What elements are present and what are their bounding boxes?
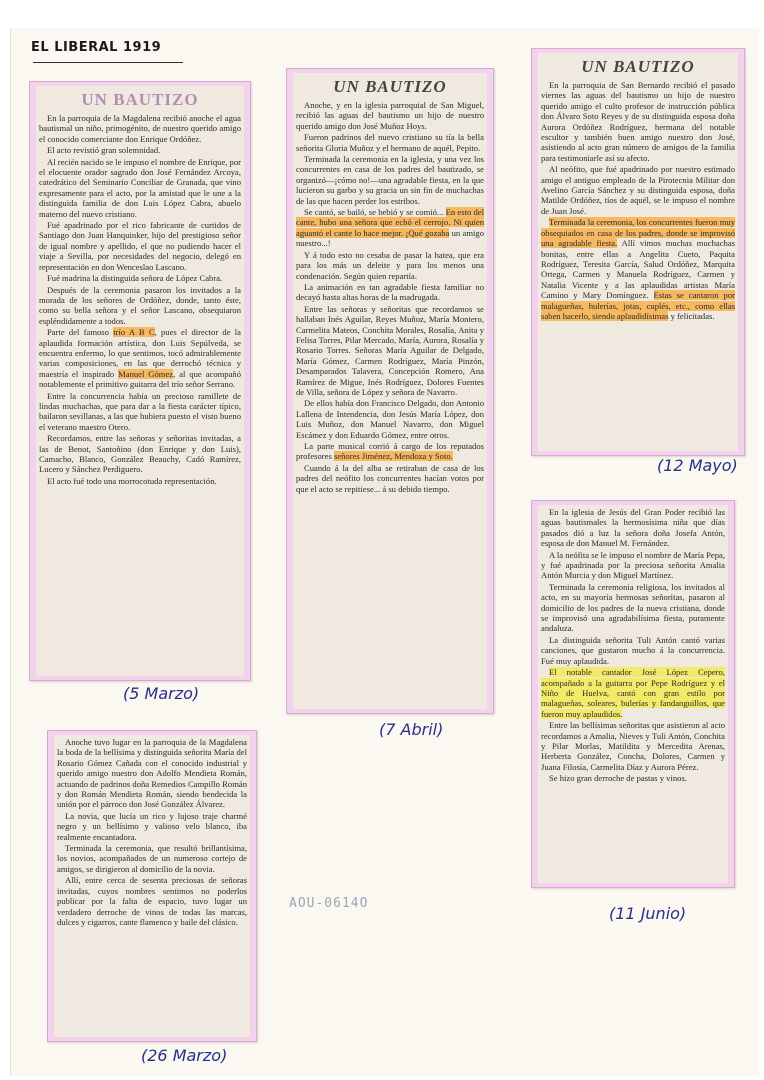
clipping-5-date: (26 Marzo) — [141, 1046, 228, 1065]
clipping-4-body — [538, 505, 728, 883]
highlight-mark: señores Jiménez, Mendoza y Soto. — [333, 451, 453, 462]
clipping-3-date: (12 Mayo) — [657, 456, 738, 475]
clipping-5-text — [57, 737, 247, 927]
paragraph: En la iglesia de Jesús del Gran Poder recibió las aguas bautismales la hermosísima niña que días pasados dió a luz la señora doña Josefa Antón, esposa de don Manuel M. Fernández. — [541, 507, 725, 549]
paragraph: En la parroquia de San Bernardo recibió el pasado viernes las aguas del bautismo un hijo de nuestro querido amigo el culto profesor de instrucción pública don Álvaro Soto Reyes y de su distinguida esposa doña Aurora Ordóñez Rodríguez, hermana del notable escultor y también buen amigo nuestro don José, asistiendo al acto gran número de amigos de la familia para testimoniarle así su afecto. — [541, 80, 735, 163]
scrapbook-page — [10, 28, 759, 1076]
paragraph: Entre las bellísimas señoritas que asistieron al acto recordamos a Amalia, Nieves y Tuli Antón, Conchita y Pilar Morlas, Matildita y Mercedita Arenas, Herberta González, Concha, Dolores, Carmen y Juana Filosía, Carmelita Díaz y Aurora Pérez. — [541, 720, 725, 772]
paragraph: Terminada la ceremonia, los concurrentes fueron muy obsequiados en casa de los padres, donde se improvisó una agradable fiesta. Allí vimos muchas muchachas bonitas, entre ellas a Angelita Cueto, Paquita Rodríguez, Teresita García, Salud Ordóñez, Marquita Ortega, Carmen y Manuela Rodríguez, Carmen y Natalia Vicente y a las aplaudidas artistas María Camino y Mary Domínguez. Estas se cantaron por malagueñas, hulerías, jotas, cuplés, etc., como ellas saben hacerlo, siendo aplaudidísimas y felicitadas. — [541, 217, 735, 321]
paragraph: Al neófito, que fué apadrinado por nuestro estimado amigo el antiguo empleado de la Pirotecnia Militar don Avelino García Sánchez y su distinguida esposa, doña Matilde Ordóñez, tíos de aquél, se le impuso el nombre de Juan José. — [541, 164, 735, 216]
paragraph: Terminada la ceremonia, que resultó brillantísima, los novios, acompañados de un numeroso cortejo de amigos, se dirigieron al domicilio de la novia. — [57, 843, 247, 874]
paragraph: Entre las señoras y señoritas que recordamos se hallaban Inés Aguilar, Reyes Muñoz, María Montero, Carmelita Mateos, Conchita Morales, Rosalía, Anita y Felisa Torres, Pilar Mercado, María, Aurora, Rosalía y Rosario Torres. Señoras María Aguilar de Delgado, María Gómez, Carmen Rodríguez, María Pinzón, Desamparados Talavera, Concepción Romero, Ana Ramírez de Migue, Inés Rodríguez, Dolores Fuentes de Villa, señora de López y señora de Navarro. — [296, 303, 484, 397]
clipping-2-text — [296, 100, 484, 494]
paragraph: La distinguida señorita Tuli Antón cantó varias canciones, que gustaron mucho á la concurrencia. Fué muy aplaudida. — [541, 634, 725, 666]
paragraph: Se hizo gran derroche de pastas y vinos. — [549, 773, 687, 784]
clipping-1-body — [36, 86, 244, 676]
clipping-2-date: (7 Abril) — [379, 720, 444, 739]
paragraph: Parte del famoso trío A B C, pues el director de la aplaudida formación artística, don Luis Sepúlveda, se encuentra enfermo, lo que sentimos, tocó admirablemente varias composiciones, en las que derrochó técnica y maestría el inspirado Manuel Gómez, al que acompañó notablemente el primitivo guitarra del trío señor Serrano. — [39, 327, 242, 390]
paragraph: A la neófita se le impuso el nombre de María Pepa, y fué apadrinada por la preciosa señorita Amalia Antón Murcia y don Miguel Martínez. — [541, 549, 725, 581]
header-note: EL LIBERAL 1919 — [31, 40, 162, 55]
paragraph: Terminada la ceremonia en la iglesia, y una vez los concurrentes en casa de los padres del bautizado, se organizó—¡cómo no!—una agradable fiesta, en la que lucieron su garbo y su gracia un sin fin de muchachas de las que hacen perder los estribos. — [296, 154, 484, 206]
clipping-1-title: UN BAUTIZO — [81, 90, 199, 109]
paragraph: Se cantó, se bailó, se bebió y se comió... En esto del cante, hubo una señora que echó el cerrojo. Ni quien aguantó el cante lo hace mejor. ¡Qué gozaba un amigo nuestro...! — [296, 207, 485, 249]
paragraph — [541, 667, 725, 719]
highlight-mark: trío A B C — [113, 327, 155, 338]
paragraph: El acto fué todo una morrocotuda representación. — [47, 475, 217, 486]
clipping-4 — [531, 500, 735, 888]
paragraph: El acto revistió gran solemnidad. — [47, 145, 161, 156]
clipping-1-date: (5 Marzo) — [123, 684, 200, 703]
paragraph: Entre la concurrencia había un precioso ramillete de lindas muchachas, que para dar a la fiesta carácter típico, bailaron sevillanas, a las que hubiera puesto el visto bueno el veterano maestro Otero. — [39, 390, 241, 432]
clipping-1 — [29, 81, 251, 681]
clipping-4-text — [541, 507, 725, 784]
clipping-2-title: UN BAUTIZO — [333, 77, 447, 96]
paragraph: Al recién nacido se le impuso el nombre de Enrique, por el elocuente orador sagrado don José Fernández Arcoya, catedrático del Seminario Conciliar de Granada, que vino expresamente para el acto, por la amistad que le une a la distinguida familia de don Luis López Cabra, abuelo materno del nuevo cristiano. — [39, 156, 242, 219]
archive-stamp: AOU-0614O — [289, 896, 369, 911]
paragraph: La parte musical corrió á cargo de los reputados profesores señores Jiménez, Mendoza y Soto. — [296, 441, 484, 462]
clipping-5-body — [54, 735, 250, 1037]
highlight-mark: El notable cantador José López Cepero, acompañado a la guitarra por Pepe Rodríguez y el Niño de Huelva, cantó con gran estilo por malagueñas, soleares, bulerías y fandanguillos, que fueron muy aplaudidos. — [541, 667, 725, 719]
clipping-4-date: (11 Junio) — [609, 904, 687, 923]
paragraph: Terminada la ceremonia religiosa, los invitados al acto, en su mayoría hermosas señoritas, pasaron al domicilio de los padres de la nueva cristiana, donde se improvisó una agradabilísima fiesta, puramente andaluza. — [541, 581, 725, 634]
paragraph: La novia, que lucía un rico y lujoso traje charmé negro y un bellísimo y valioso velo blanco, iba realmente encantadora. — [57, 810, 247, 842]
clipping-3 — [531, 48, 745, 456]
clipping-5 — [47, 730, 257, 1042]
clipping-2-body — [293, 73, 487, 709]
highlight-mark: En esto del cante, hubo una señora que echó el cerrojo. Ni quien aguantó el cante lo hace mejor. ¡Qué gozaba — [296, 207, 485, 238]
paragraph: Fué madrina la distinguida señora de López Cabra. — [47, 273, 223, 284]
header-underline — [33, 62, 183, 63]
paragraph: Allí, entre cerca de sesenta preciosas de señoras invitadas, cuyos nombres sentimos no poderlos publicar por la falta de espacio, tuvo lugar un verdadero derroche de vinos de todas las marcas, dulces y cigarros, cante flamenco y baile del clásico. — [57, 875, 247, 927]
highlight-mark: Manuel Gómez — [118, 368, 174, 379]
paragraph: Y á todo esto no cesaba de pasar la hatea, que era para los más un deleite y para los menos una condenación. Según quien repartía. — [296, 249, 484, 281]
paragraph: Cuando á la del alba se retiraban de casa de los padres del neófito los concurrentes hacían votos por que el acto se repitiese... á su debido tiempo. — [296, 462, 484, 494]
paragraph: Anoche tuvo lugar en la parroquia de la Magdalena la boda de la bellísima y distinguida señorita María del Rosario Gómez Cañada con el conocido industrial y querido amigo nuestro don Adolfo Mendieta Román, actuando de padrinos doña Remedios Campillo Román y don Román Mendieta Román, siendo bendecida la unión por el párroco don José González Álvarez. — [57, 737, 247, 810]
clipping-2 — [286, 68, 494, 714]
clipping-1-text — [39, 113, 241, 486]
clipping-3-text — [541, 80, 735, 321]
paragraph: De ellos había don Francisco Delgado, don Antonio Lallena de Intendencia, don Jesús María López, don Luis Muñoz, don Manuel Navarro, don Miguel Escámez y don Eduardo Gómez, entre otros. — [296, 398, 484, 440]
highlight-mark: Terminada la ceremonia, los concurrentes fueron muy obsequiados en casa de los padres, donde se improvisó una agradable fiesta. — [541, 217, 735, 249]
paragraph: Anoche, y en la iglesia parroquial de San Miguel, recibió las aguas del bautismo un hijo de nuestro querido amigo don José Muñoz Hoys. — [296, 100, 484, 131]
paragraph: En la parroquia de la Magdalena recibió anoche el agua bautismal un niño, primogénito, de nuestro querido amigo el conocido comerciante don Enrique Ordóñez. — [39, 113, 241, 144]
paragraph: Después de la ceremonia pasaron los invitados a la morada de los señores de Ordóñez, donde, tanto éste, como su bella señora y el señor Lascano, obsequiaron espléndidamente a todos. — [39, 284, 241, 326]
clipping-3-body — [538, 53, 738, 451]
clipping-3-title: UN BAUTIZO — [581, 57, 695, 76]
paragraph: Fué apadrinado por el rico fabricante de curtidos de Santiago don Juan Hanquinker, hijo del prestigioso señor de igual nombre y apellido, el que no pudiendo hacer el viaje a Sevilla, por necesidades del negocio, delegó en representación en don Wenceslao Lascano. — [39, 220, 241, 272]
paragraph: La animación en tan agradable fiesta familiar no decayó hasta altas horas de la madrugada. — [296, 281, 484, 303]
paragraph: Fueron padrinos del nuevo cristiano su tía la bella señorita Gloria Muñoz y el hermano de aquél, Pepito. — [296, 132, 484, 153]
highlight-mark: Estas se cantaron por malagueñas, hulerías, jotas, cuplés, etc., como ellas saben hacerlo, siendo aplaudidísimas — [541, 290, 735, 321]
paragraph: Recordamos, entre las señoras y señoritas invitadas, a las de Benot, Santoñino (don Enrique y don Luis), Camacho, Blanco, González Beauchy, Cadó Ramírez, Lucero y Sánchez Perdiguero. — [39, 433, 241, 475]
